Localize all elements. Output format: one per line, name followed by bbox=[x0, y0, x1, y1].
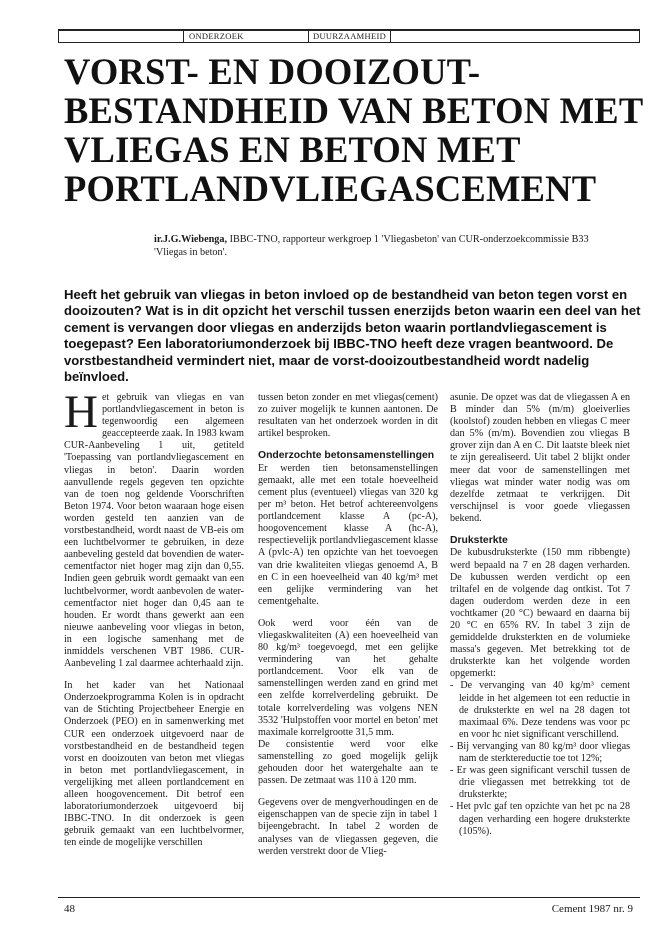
col2-paragraph-2: Er werden tien betonsamenstellingen gemaakt, alle met een totale hoeveelheid cement plus (eventueel) vliegas van 320 kg per m³ beton. Het betrof achtereenvolgens portlandcement klasse A (pc-A), hoogovencement klasse A (hc-A), respectievelijk portlandvliegascement klasse A (pvlc-A) ten opzichte van het toevoegen van drie kwaliteiten vliegas genoemd A, B en C in een hoeveelheid van 40 kg/m³ met een gelijke vermindering van het cementgehalte. bbox=[258, 462, 438, 607]
col1-paragraph-2: In het kader van het Nationaal Onderzoekprogramma Kolen is in opdracht van de Stichting Projectbeheer Energie en Onderzoek (PEO) en in samenwerking met CUR een onderzoek uitgevoerd naar de vorstbestandheid en de bestandheid tegen vorst en dooizouten van beton met vliegas in beton met portlandvliegascement, in vergelijking met alleen portlandcement en alleen hoogovencement. Dit betrof een laboratoriumonderzoek uitgevoerd bij IBBC-TNO. In dit onderzoek is geen gebruik gemaakt van een luchtbelvormer, ten einde de mogelijke verschillen bbox=[64, 680, 244, 849]
drop-cap: H bbox=[64, 386, 98, 438]
author-affiliation-cont: 'Vliegas in beton'. bbox=[154, 247, 227, 258]
column-3 bbox=[450, 392, 630, 838]
col2-paragraph-1: tussen beton zonder en met vliegas(cement) zo zuiver mogelijk te kunnen aantonen. De resultaten van het onderzoek worden in dit artikel besproken. bbox=[258, 392, 438, 440]
author-affiliation: IBBC-TNO, rapporteur werkgroep 1 'Vliegasbeton' van CUR-onderzoekcommissie B33 bbox=[227, 234, 589, 245]
header-divider-1 bbox=[183, 30, 184, 43]
col2-paragraph-4: De consistentie werd voor elke samenstelling zo goed mogelijk gelijk gehouden door het watergehalte aan te passen. De zetmaat was 110 à 120 mm. bbox=[258, 738, 438, 787]
section-label: ONDERZOEK bbox=[189, 31, 244, 41]
col1-paragraph-1: et gebruik van vliegas en van portlandvliegascement in beton is tegenwoordig een algemeen geaccepteerde zaak. In 1983 kwam CUR-Aanbeveling 1 uit, getiteld 'Toepassing van portlandvliegascement en vliegas in beton'. Daarin worden aanvullende regels gegeven ten opzichte van de toen nog geldende Voorschriften Beton 1974. Voor beton waaraan hoge eisen worden gesteld ten aanzien van de vorstbestandheid, wordt naast de VB-eis om een luchtbelvormer te gebruiken, in deze aanbeveling gesteld dat bovendien de water-cementfactor niet hoger mag zijn dan 0,55. Indien geen gebruik wordt gemaakt van een luchtbelvormer, wordt aanbevolen de water-cementfactor niet hoger dan 0,45 aan te houden. Er wordt thans gewerkt aan een nieuwe aanbeveling voor vliegas in beton, in een logische samenhang met de inmiddels verschenen VBT 1986. CUR-Aanbeveling 1 zal daarmee achterhaald zijn. bbox=[64, 392, 244, 670]
col3-paragraph-1: asunie. De opzet was dat de vliegassen A en B minder dan 5% (m/m) gloeiverlies (koolstof) zouden hebben en vliegas C meer dan 5% (m/m). Bovendien zou vliegas B grover zijn dan A en C. Dit laatste bleek niet te zijn gerealiseerd. Uit tabel 2 blijkt onder meer dat voor de samenstellingen met vliegas wat minder water nodig was om dezelfde zetmaat te verkrijgen. Dit verschijnsel is voor goede vliegassen bekend. bbox=[450, 392, 630, 524]
col2-paragraph-3: Ook werd voor één van de vliegaskwaliteiten (A) een hoeveelheid van 80 kg/m³ toegevoegd, met een gelijke vermindering van het gehalte portlandcement. Voor elk van de samenstellingen werden zand en grind met een zelfde korrelverdeling gebruikt. De totale korrelverdeling was volgens NEN 3532 'Hulpstoffen voor mortel en beton' met maximale korrelgrootte 31,5 mm. bbox=[258, 617, 438, 738]
author-line bbox=[154, 233, 624, 259]
list-item: - De vervanging van 40 kg/m³ cement leidde in het algemeen tot een reductie in de druksterkte en wel na 28 dagen tot maximaal 6%. Deze tendens was voor pc en voor hc niet significant verschillend. bbox=[450, 680, 630, 740]
col2-heading-betonsamenstellingen: Onderzochte betonsamenstellingen bbox=[258, 450, 435, 462]
column-2 bbox=[258, 392, 438, 858]
footer-rule bbox=[58, 897, 640, 898]
col3-heading-druksterkte: Druksterkte bbox=[450, 535, 508, 547]
list-item: - Er was geen significant verschil tussen de drie vliegassen met betrekking tot de druksterkte; bbox=[450, 765, 630, 801]
page-number: 48 bbox=[64, 903, 75, 915]
article-title: VORST- EN DOOIZOUT-BESTANDHEID VAN BETON MET VLIEGAS EN BETON MET PORTLANDVLIEGASCEMENT bbox=[64, 51, 643, 209]
journal-issue: Cement 1987 nr. 9 bbox=[551, 903, 633, 915]
col3-paragraph-2: De kubusdruksterkte (150 mm ribbengte) werd bepaald na 7 en 28 dagen verharden. De kubussen werden verdicht op een triltafel en de volgende dag ontkist. Tot 7 dagen ouderdom werden deze in een vochtkamer (20 °C) bewaard en daarna bij 20 °C en 65% RV. In tabel 3 zijn de gemiddelde druksterkten en de volumieke massa's gegeven. Met betrekking tot de druksterkte kan het volgende worden opgemerkt: bbox=[450, 547, 630, 680]
col2-paragraph-5: Gegevens over de mengverhoudingen en de eigenschappen van de specie zijn in tabel 1 bijeengebracht. In tabel 2 worden de analyses van de vliegassen gegeven, die werden verstrekt door de Vlieg- bbox=[258, 797, 438, 857]
header-divider-3 bbox=[390, 30, 391, 43]
list-item: - Bij vervanging van 80 kg/m³ door vliegas nam de sterktereductie toe tot 12%; bbox=[450, 740, 630, 765]
topic-label: DUURZAAMHEID bbox=[313, 31, 387, 41]
list-item: - Het pvlc gaf ten opzichte van het pc na 28 dagen verharding een hogere druksterkte (105%). bbox=[450, 801, 630, 837]
lead-paragraph: Heeft het gebruik van vliegas in beton invloed op de bestandheid van beton tegen vorst en dooizouten? Wat is in dit opzicht het verschil tussen enerzijds beton waarin een deel van het cement is vervangen door vliegas en anderzijds beton waarin portlandvliegascement is toegepast? Een laboratoriumonderzoek bij IBBC-TNO heeft deze vragen beantwoord. De vorstbestandheid vermindert niet, maar de vorst-dooizoutbestandheid wordt nadelig beïnvloed. bbox=[64, 287, 641, 385]
author-name: ir.J.G.Wiebenga, bbox=[154, 234, 228, 245]
header-divider-2 bbox=[308, 30, 309, 43]
column-1 bbox=[64, 386, 244, 849]
col3-list bbox=[450, 680, 630, 837]
